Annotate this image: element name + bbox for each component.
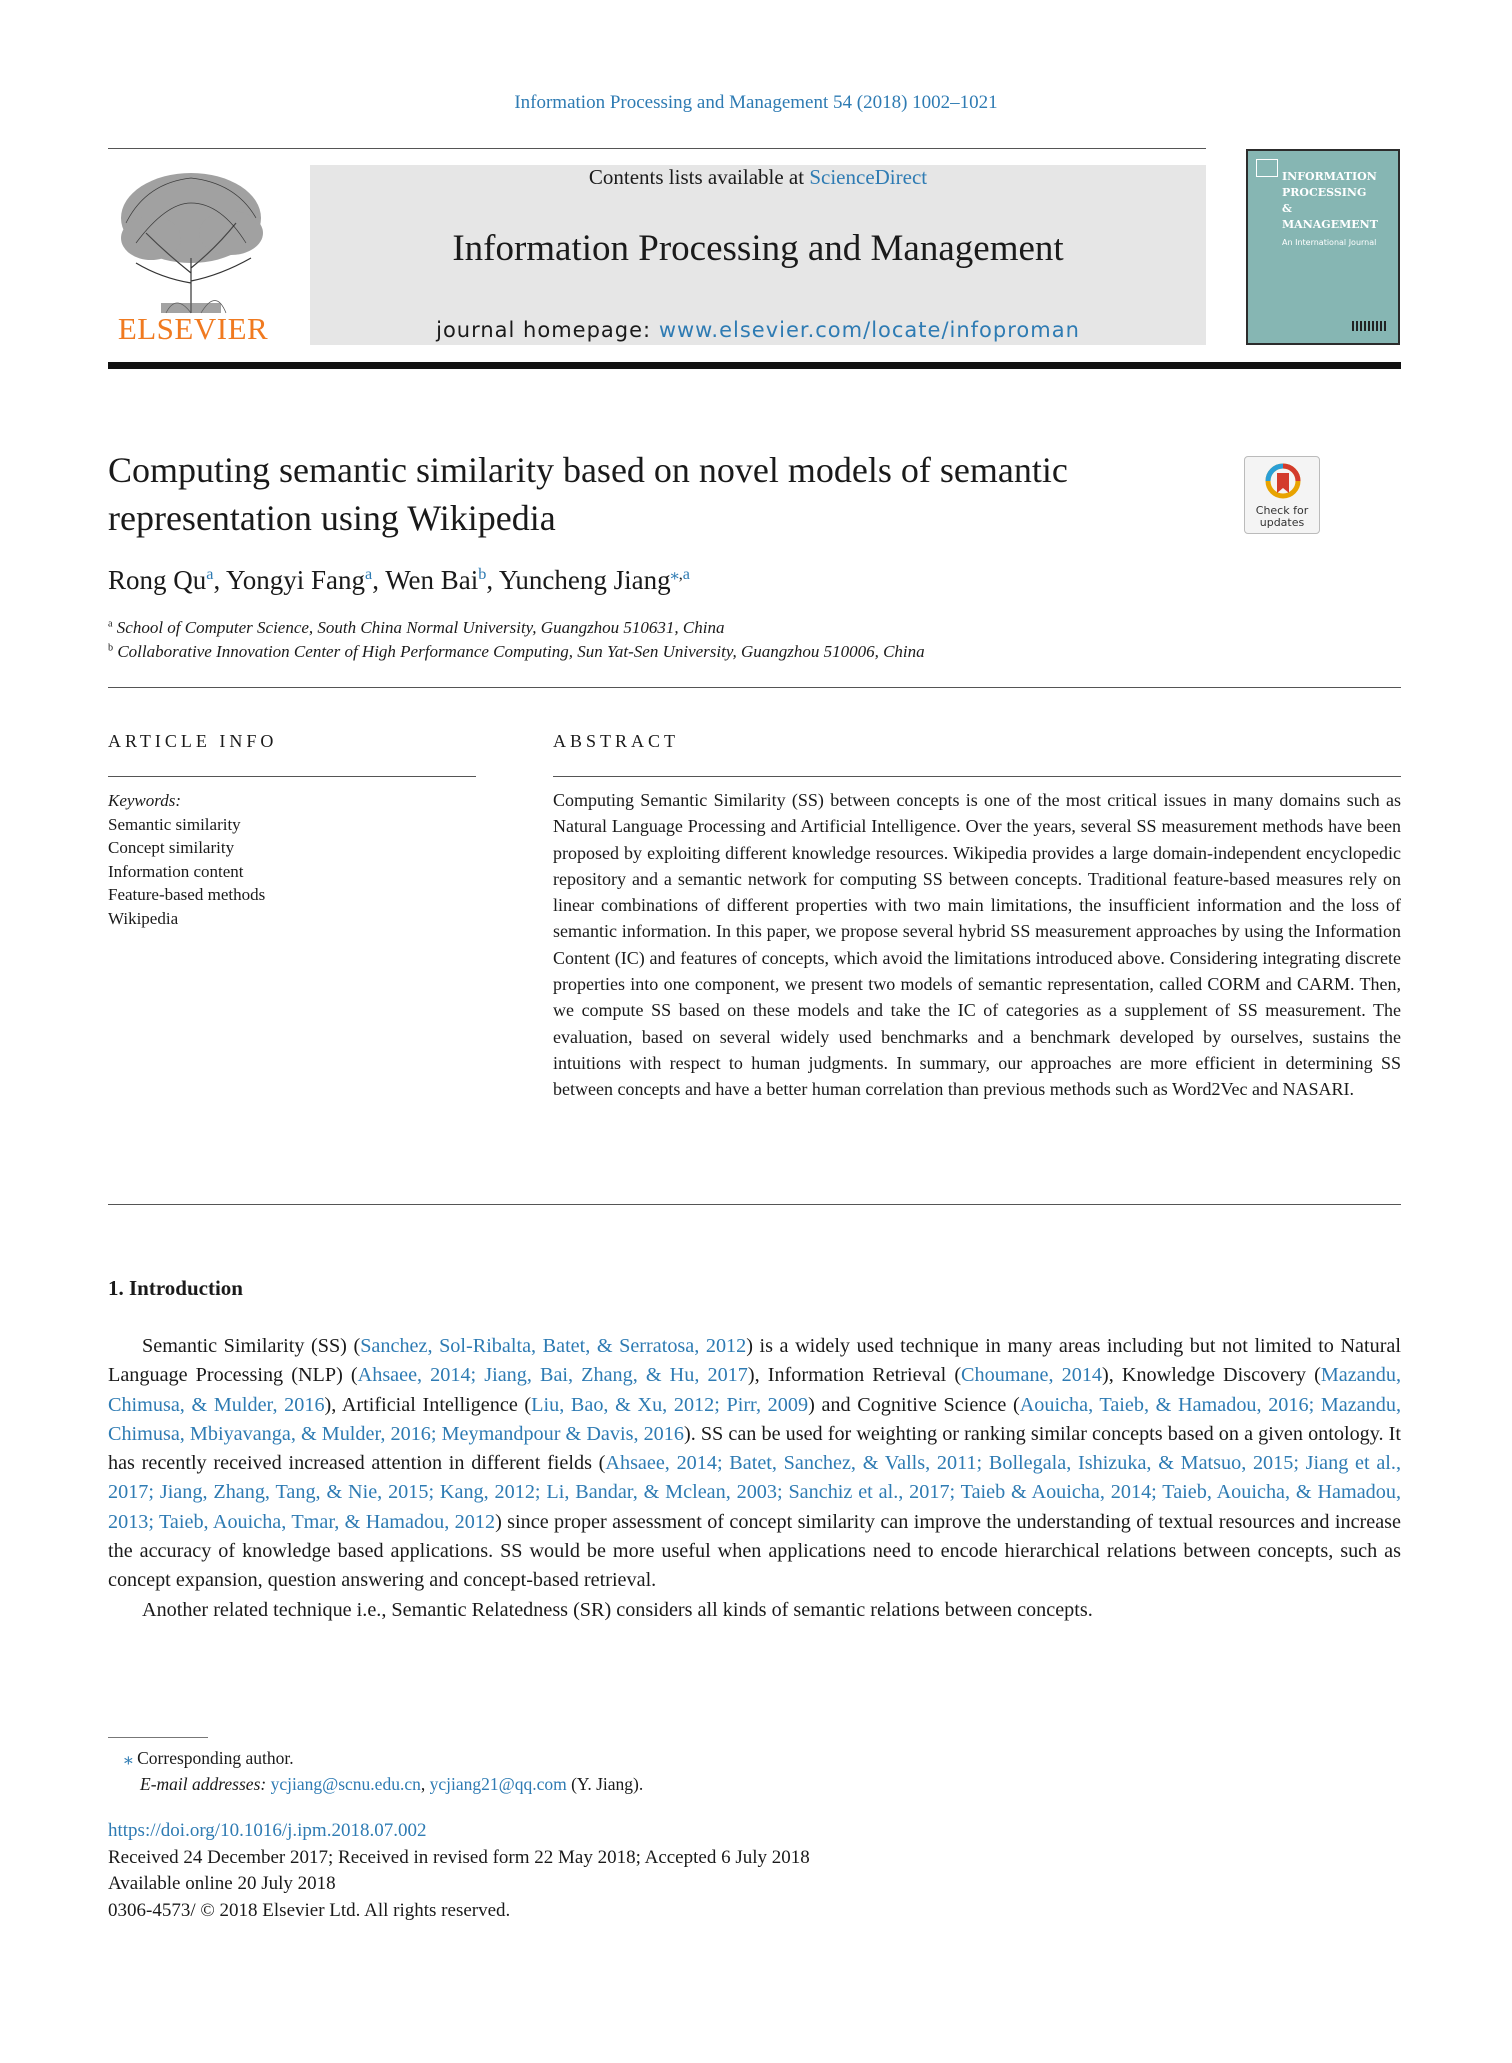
section-heading-introduction: 1. Introduction [108, 1276, 243, 1300]
author-separator: , [486, 565, 499, 595]
affiliation-label: a [108, 618, 113, 630]
affiliation-ref[interactable]: b [478, 565, 487, 583]
body-text: Semantic Similarity (SS) ( [142, 1335, 361, 1357]
title-line: representation using Wikipedia [108, 498, 556, 538]
author-marks: ⁎,a [670, 565, 690, 583]
cover-title-line: INFORMATION [1282, 170, 1377, 183]
contents-line [310, 165, 1206, 190]
running-head[interactable]: Information Processing and Management 54 (2018) 1002–1021 [514, 92, 998, 113]
corresponding-author-note [108, 1745, 1401, 1771]
article-info-heading: ARTICLE INFO [108, 731, 278, 751]
keywords-block [108, 789, 265, 930]
keyword-item: Information content [108, 861, 244, 881]
affiliation-ref[interactable]: a [365, 565, 373, 583]
keyword-item: Feature-based methods [108, 885, 266, 904]
homepage-link[interactable]: www.elsevier.com/locate/infoproman [658, 318, 1080, 342]
intro-paragraph-1 [108, 1332, 1401, 1596]
footnote-rule [108, 1737, 208, 1738]
check-for-updates-button[interactable] [1244, 456, 1320, 534]
doi-link[interactable]: https://doi.org/10.1016/j.ipm.2018.07.002 [108, 1820, 427, 1841]
author-separator: , [372, 565, 386, 595]
sciencedirect-link[interactable]: ScienceDirect [809, 165, 928, 189]
intro-paragraph-2: Another related technique i.e., Semantic Relatedness (SR) considers all kinds of semantic relations between concepts. [142, 1598, 1093, 1621]
citation-link[interactable]: Ahsaee, 2014; Batet, Sanchez, & Valls, 2011; Bollegala, Ishizuka, & Matsuo, 2015; Jiang et al., 2017; Jiang, Zhang, Tang, & Nie, 2015; Kang, 2012; Li, Bandar, & Mclean, 2003; Sanchiz et al., 2017; Taieb & Aouicha, 2014; Taieb, Aouicha, & Hamadou, 2013; Taieb, Aouicha, Tmar, & Hamadou, 2012 [108, 1452, 1401, 1533]
abstract-heading: ABSTRACT [553, 731, 680, 751]
author-name: Wen Bai [385, 565, 479, 595]
affiliation-b [108, 642, 925, 662]
citation-link[interactable]: Liu, Bao, & Xu, 2012; Pirr, 2009 [531, 1393, 809, 1416]
citation-link[interactable]: Aouicha, Taieb, & Hamadou, 2016; Mazandu, Chimusa, Mbiyavanga, & Mulder, 2016; Meymandpour & Davis, 2016 [108, 1393, 1402, 1445]
abstract-bottom-rule [108, 1204, 1401, 1205]
corresponding-author-ref[interactable]: ⁎ [670, 565, 679, 583]
body-text: ) and Cognitive Science ( [808, 1393, 1020, 1416]
body-text: ). SS can be used for weighting or ranking similar concepts based on a given ontology. It has recently received increased attention in different fields ( [108, 1422, 1402, 1475]
email-link-2[interactable]: ycjiang21@qq.com [429, 1774, 567, 1794]
masthead-rule [108, 362, 1401, 369]
keyword-item: Concept similarity [108, 838, 235, 857]
body-text: ), Knowledge Discovery ( [1102, 1364, 1321, 1387]
email-separator: , [420, 1774, 426, 1794]
body-text: ), Artificial Intelligence ( [324, 1393, 532, 1416]
cover-title-line: PROCESSING [1282, 186, 1367, 199]
author-name: Yuncheng Jiang [498, 565, 671, 595]
available-online: Available online 20 July 2018 [108, 1873, 336, 1895]
copyright: 0306-4573/ © 2018 Elsevier Ltd. All rights reserved. [108, 1899, 511, 1921]
check-updates-icon [1265, 463, 1301, 503]
author-separator: , [213, 565, 226, 595]
journal-cover-thumbnail[interactable] [1246, 149, 1400, 345]
footnotes [108, 1745, 1401, 1797]
email-label: E-mail addresses: [140, 1774, 267, 1794]
affiliation-text: School of Computer Science, South China Normal University, Guangzhou 510631, China [116, 618, 725, 637]
citation-link[interactable]: Choumane, 2014 [961, 1364, 1103, 1387]
article-info-rule [108, 776, 476, 777]
check-updates-line: updates [1259, 516, 1305, 529]
affiliation-label: b [108, 642, 114, 654]
keywords-label: Keywords: [108, 791, 182, 810]
affiliation-ref[interactable]: a [682, 565, 690, 583]
email-owner: (Y. Jiang). [571, 1774, 644, 1794]
introduction-body [108, 1332, 1401, 1625]
corresponding-text: Corresponding author. [137, 1748, 294, 1768]
homepage-prefix: journal homepage: [436, 318, 652, 342]
front-matter [108, 1818, 810, 1924]
check-updates-label [1245, 505, 1319, 529]
cover-title-line: & [1282, 202, 1292, 215]
abstract-text: Computing Semantic Similarity (SS) between concepts is one of the most critical issues in many domains such as Natural Language Processing and Artificial Intelligence. Over the years, several SS measurement methods have been proposed by exploiting different knowledge resources. Wikipedia provides a large domain-independent encyclopedic repository and a semantic network for computing SS between concepts. Traditional feature-based measures rely on linear combinations of different properties with two main limitations, the insufficient information and the loss of semantic information. In this paper, we propose several hybrid SS measurement approaches by using the Information Content (IC) and features of concepts, which avoid the limitations introduced above. Considering integrating discrete properties into one component, we present two models of semantic representation, called CORM and CARM. Then, we compute SS based on these models and take the IC of categories as a supplement of SS measurement. The evaluation, based on several widely used benchmarks and a benchmark developed by ourselves, sustains the intuitions with respect to human judgments. In summary, our approaches are more efficient in determining SS between concepts and have a better human correlation than previous methods such as Word2Vec and NASARI. [553, 790, 1401, 1100]
affiliation-ref[interactable]: a [206, 565, 214, 583]
email-note [108, 1771, 1401, 1797]
corresponding-mark: ⁎ [124, 1748, 133, 1768]
journal-name: Information Processing and Management [452, 228, 1064, 269]
paper-title [108, 446, 1218, 542]
check-updates-line: Check for [1255, 504, 1309, 517]
keyword-item: Semantic similarity [108, 814, 241, 834]
received-dates: Received 24 December 2017; Received in revised form 22 May 2018; Accepted 6 July 2018 [108, 1846, 810, 1868]
affiliation-a [108, 618, 725, 638]
citation-link[interactable]: Ahsaee, 2014; Jiang, Bai, Zhang, & Hu, 2017 [357, 1364, 748, 1387]
title-block-rule [108, 687, 1401, 688]
publisher-wordmark: ELSEVIER [117, 311, 269, 346]
body-text: ) is a widely used technique in many areas including but not limited to Natural Language Processing (NLP) ( [108, 1335, 1402, 1387]
barcode-icon [1352, 321, 1386, 331]
body-text: ), Information Retrieval ( [747, 1364, 962, 1387]
keyword-item: Wikipedia [108, 908, 179, 928]
author-name: Rong Qu [108, 565, 207, 595]
homepage-line [310, 318, 1206, 342]
author-name: Yongyi Fang [225, 565, 366, 595]
affiliation-text: Collaborative Innovation Center of High Performance Computing, Sun Yat-Sen University, Guangzhou 510006, China [117, 642, 925, 661]
cover-title-line: MANAGEMENT [1282, 218, 1378, 231]
cover-title [1282, 169, 1378, 233]
cover-logo-mark [1256, 159, 1278, 177]
header-rule [108, 148, 1206, 149]
body-text: ) since proper assessment of concept similarity can improve the understanding of textual resources and increase the accuracy of knowledge based applications. SS would be more useful when applications need to encode hierarchical relations between concepts, such as concept expansion, question answering and concept-based retrieval. [108, 1510, 1402, 1592]
cover-subtitle: An International Journal [1282, 238, 1377, 247]
abstract-rule [553, 776, 1401, 777]
citation-link[interactable]: Sanchez, Sol-Ribalta, Batet, & Serratosa, 2012 [360, 1335, 747, 1357]
author-list [108, 564, 690, 596]
title-line: Computing semantic similarity based on novel models of semantic [108, 450, 1068, 490]
email-link-1[interactable]: ycjiang@scnu.edu.cn [270, 1774, 421, 1794]
contents-prefix: Contents lists available at [588, 165, 805, 189]
citation-link[interactable]: Mazandu, Chimusa, & Mulder, 2016 [108, 1364, 1401, 1416]
